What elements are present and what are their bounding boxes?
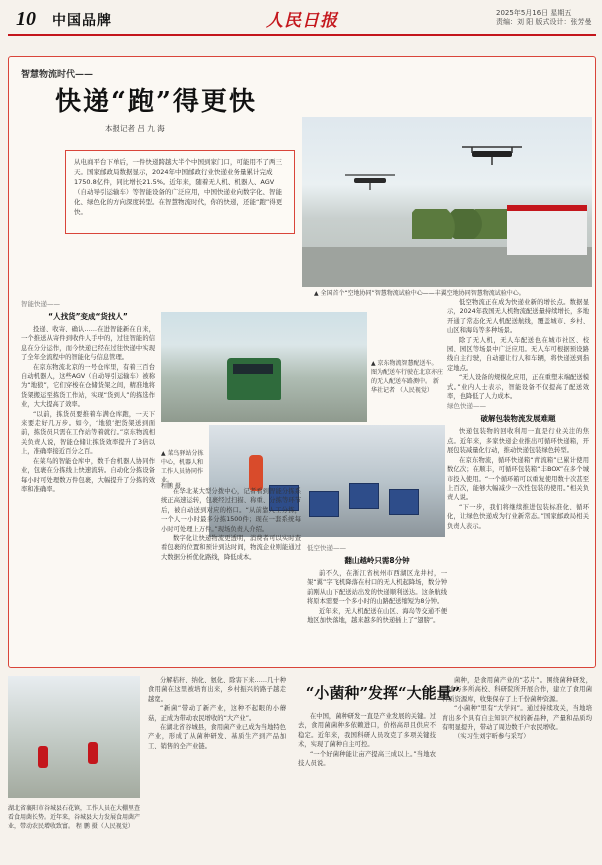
paragraph: 分解秸秆、纳化、氨化、除害下来……几十种食用菌在这里被培育出来，乡村振兴的路子越走越宽。 xyxy=(148,677,286,703)
photo-building xyxy=(507,205,587,255)
article-column-3 xyxy=(307,543,447,657)
worker-figure xyxy=(88,742,98,764)
article-column-4 xyxy=(447,298,589,662)
delivery-van-photo xyxy=(161,312,367,422)
van-photo-caption: ▲ 京东物流智慧配送车。图为配送车行驶在北京亦庄的无人配送车路测中。 新华社记者 （人民视觉） xyxy=(371,360,444,394)
paragraph: 菌种，是食用菌产业的“芯片”。围绕菌种研发，当地与多所高校、科研院所开展合作，建立了食用菌种质资源库，收集保存了上千份菌种资源。 xyxy=(442,677,592,703)
article-intro-box: 从电商平台下单后，一件快递跨越大半个中国到家门口，可能用不了两三天。国家邮政局数据显示，2024年中国邮政行业快递业务量累计完成1750.8亿件，同比增长21.5%。近年来，随着无人机、机器人、AGV（自动导引运输车）等智能设备的广泛应用，中国快递业向数字化、智能化、绿色化的方向深度转型。在智慧物流时代，你的快递，还能“跑”得更快。 xyxy=(65,150,295,234)
bottom-column-1 xyxy=(148,676,286,858)
section-title: 中国品牌 xyxy=(52,13,112,29)
drone-photo xyxy=(302,117,592,287)
paragraph: 在湖北省谷城县，食用菌产业已成为当地特色产业，形成了从菌种研发、基质生产到产品加工、销售的全产业链。 xyxy=(148,724,286,750)
section-subhead-label: 低空快递—— xyxy=(307,544,346,552)
paragraph: 在菜鸟的智能仓库中，数千台机器人协同作业，包裹在分拣线上快速流转。自动化分拣设备每小时可处理数万件包裹，大幅提升了分拣的效率和准确率。 xyxy=(21,457,155,493)
drone-icon xyxy=(457,139,527,167)
header-rule xyxy=(8,34,596,36)
article-headline: 快递“跑”得更快 xyxy=(55,87,257,117)
page-header xyxy=(8,6,596,38)
bottom-headline: “小菌种”发挥“大能量” xyxy=(305,684,461,702)
article-byline: 本报记者 吕 九 海 xyxy=(105,124,165,133)
feature-article xyxy=(8,56,596,668)
bottom-column-3 xyxy=(442,676,592,858)
bottom-article xyxy=(8,676,596,861)
paragraph: “无人设备的规模化应用，正在重塑末端配送模式。”业内人士表示，智能设备不仅提高了配送效率，也降低了人力成本。 xyxy=(447,374,589,401)
paragraph: 在华北某大型分拨中心，记者看到智能分拣系统正高速运转，包裹经过扫描、称重、分拣等环节后，被自动送到对应的格口。“从前靠人工分拣，一个人一小时最多分拣1500件；现在一套系统每小时可处理上万件。”现场负责人介绍。 xyxy=(161,488,301,533)
section-subhead: “人找货”变成“货找人” xyxy=(48,312,128,321)
delivery-van xyxy=(227,358,281,400)
paragraph: 前不久，在浙江省杭州市西湖区龙井村，一架“翼”字飞机降落在村口的无人机起降场，数分钟前刚从山下配送站出发的快递顺利送达。这条航线将原本需要一个多小时的山路配送缩短为8分钟。 xyxy=(307,570,447,606)
crate-shape xyxy=(389,489,419,515)
warehouse-photo-caption: ▲ 菜鸟驿站分拣中心，机器人和工作人员协同作业。 xyxy=(161,450,204,484)
paragraph: 低空物流正在成为快递业新的增长点。数据显示，2024年我国无人机物流配送量持续增长，多地开通了常态化无人机配送航线，覆盖城市、乡村、山区和海岛等多种场景。 xyxy=(447,299,589,335)
page-number: 10 xyxy=(16,8,36,30)
crate-shape xyxy=(309,491,339,517)
photo-trees xyxy=(412,209,507,239)
paragraph: “下一步，我们将继续推进包装标准化、循环化，让绿色快递成为行业新常态。”国家邮政局相关负责人表示。 xyxy=(447,503,589,530)
paragraph: “小菌种”里有“大学问”。通过持续攻关，当地培育出多个具有自主知识产权的新品种，产量和品质均有明显提升，带动了周边数千户农民增收。 xyxy=(442,705,592,732)
paragraph: 在中国，菌种研发一直是产业发展的关键。过去，食用菌菌种多依赖进口，价格高昂且供应不稳定。近年来，我国科研人员攻克了多项关键技术，实现了菌种自主可控。 xyxy=(298,713,436,749)
header-meta xyxy=(496,9,602,27)
paragraph: 投递、收寄、确认……在进智能新在自来，一个推送从寄件到收件人手中的，过往智能的信息在分分运作，而今快递已经在过往快递中实现了全年全流程中的智能化与信息管理。 xyxy=(21,326,155,362)
paragraph: 近年来，无人机配送在山区、海岛等交通不便地区加快落地，越来越多的快递插上了“翅膀”。 xyxy=(307,607,447,625)
worker-figure xyxy=(249,455,263,491)
drone-icon xyxy=(342,169,398,191)
paragraph: （实习生刘宇昕参与采写） xyxy=(454,733,530,741)
section-subhead-label: 智能快递—— xyxy=(21,300,60,308)
drone-photo-caption: ▲ 全国首个“空地协同”智慧物流试验中心——丰翼空地协同智慧物流试验中心。 xyxy=(314,290,525,297)
paragraph: “新菌”带动了新产业，这种不起眼的小蘑菇，正成为带动农民增收的“大产业”。 xyxy=(148,705,286,722)
article-column-2 xyxy=(161,487,301,657)
paragraph: 数字化让快递物流更透明，消费者可以实时查看包裹的位置和预计到达时间，物流企业则能通过大数据分析优化路线，降低成本。 xyxy=(161,535,301,561)
worker-figure xyxy=(38,746,48,768)
section-subhead-label: 绿色快递—— xyxy=(447,402,486,411)
crate-shape xyxy=(349,483,379,509)
article-column-1 xyxy=(21,299,155,644)
issue-date: 2025年5月16日 星期五 xyxy=(496,9,572,17)
paragraph: 除了无人机，无人车配送也在城市社区、校园、园区等场景中广泛应用。无人车可根据预设路线自主行驶，自动避让行人和车辆，将快递送到指定地点。 xyxy=(447,336,589,372)
paragraph: 在京东物流北京的一号仓库里，有着三百台自动机器人，这些AGV（自动导引运输车）被称为“地狼”，它们穿梭在仓储货架之间，精准地将货架搬运至拣货工作站，实现“货到人”的拣选作业，大大提高了效率。 xyxy=(21,363,155,409)
paragraph: 快递包装物的回收利用一直是行业关注的焦点。近年来，多家快递企业推出可循环快递箱，开展包装减量化行动，推动快递包装绿色转型。 xyxy=(447,428,589,455)
article-kicker: 智慧物流时代—— xyxy=(21,70,94,80)
editors-credit: 责编：刘 阳 版式设计：张芳曼 xyxy=(496,18,592,26)
warehouse-photo-credit: 程鹏 摄 xyxy=(161,483,181,490)
greenhouse-photo xyxy=(8,676,140,798)
bottom-column-2 xyxy=(298,712,436,858)
section-subhead: 翻山越岭只需8分钟 xyxy=(344,556,410,565)
paragraph: “以前，拣货员要推着车满仓库跑，一天下来要走好几万步。如今，‘地狼’把货架送到面前，拣货员只需在工作站等着就行。”京东物流相关负责人说，智能仓储让拣货效率提升了3倍以上，准确率接近百分之百。 xyxy=(21,410,155,456)
section-subhead: 破解包装物流发展难题 xyxy=(480,414,556,424)
paragraph: 在京东物流，循环快递箱“青流箱”已累计使用数亿次；在顺丰，可循环包装箱“丰BOX”在多个城市投入使用。“一个循环箱可以重复使用数十次甚至上百次，能够大幅减少一次性包装的使用。”相关负责人说。 xyxy=(447,456,589,502)
paragraph: “一个好菌种能让亩产提高三成以上。”当地农技人员说。 xyxy=(298,750,436,768)
greenhouse-photo-caption: 湖北省襄阳市谷城县石花镇，工作人员在大棚里查看食用菌长势。近年来，谷城县大力发展食用菌产业，带动农民增收致富。 程 鹏 摄（人民视觉） xyxy=(8,805,141,830)
masthead-logo: 人民日报 xyxy=(266,11,338,31)
